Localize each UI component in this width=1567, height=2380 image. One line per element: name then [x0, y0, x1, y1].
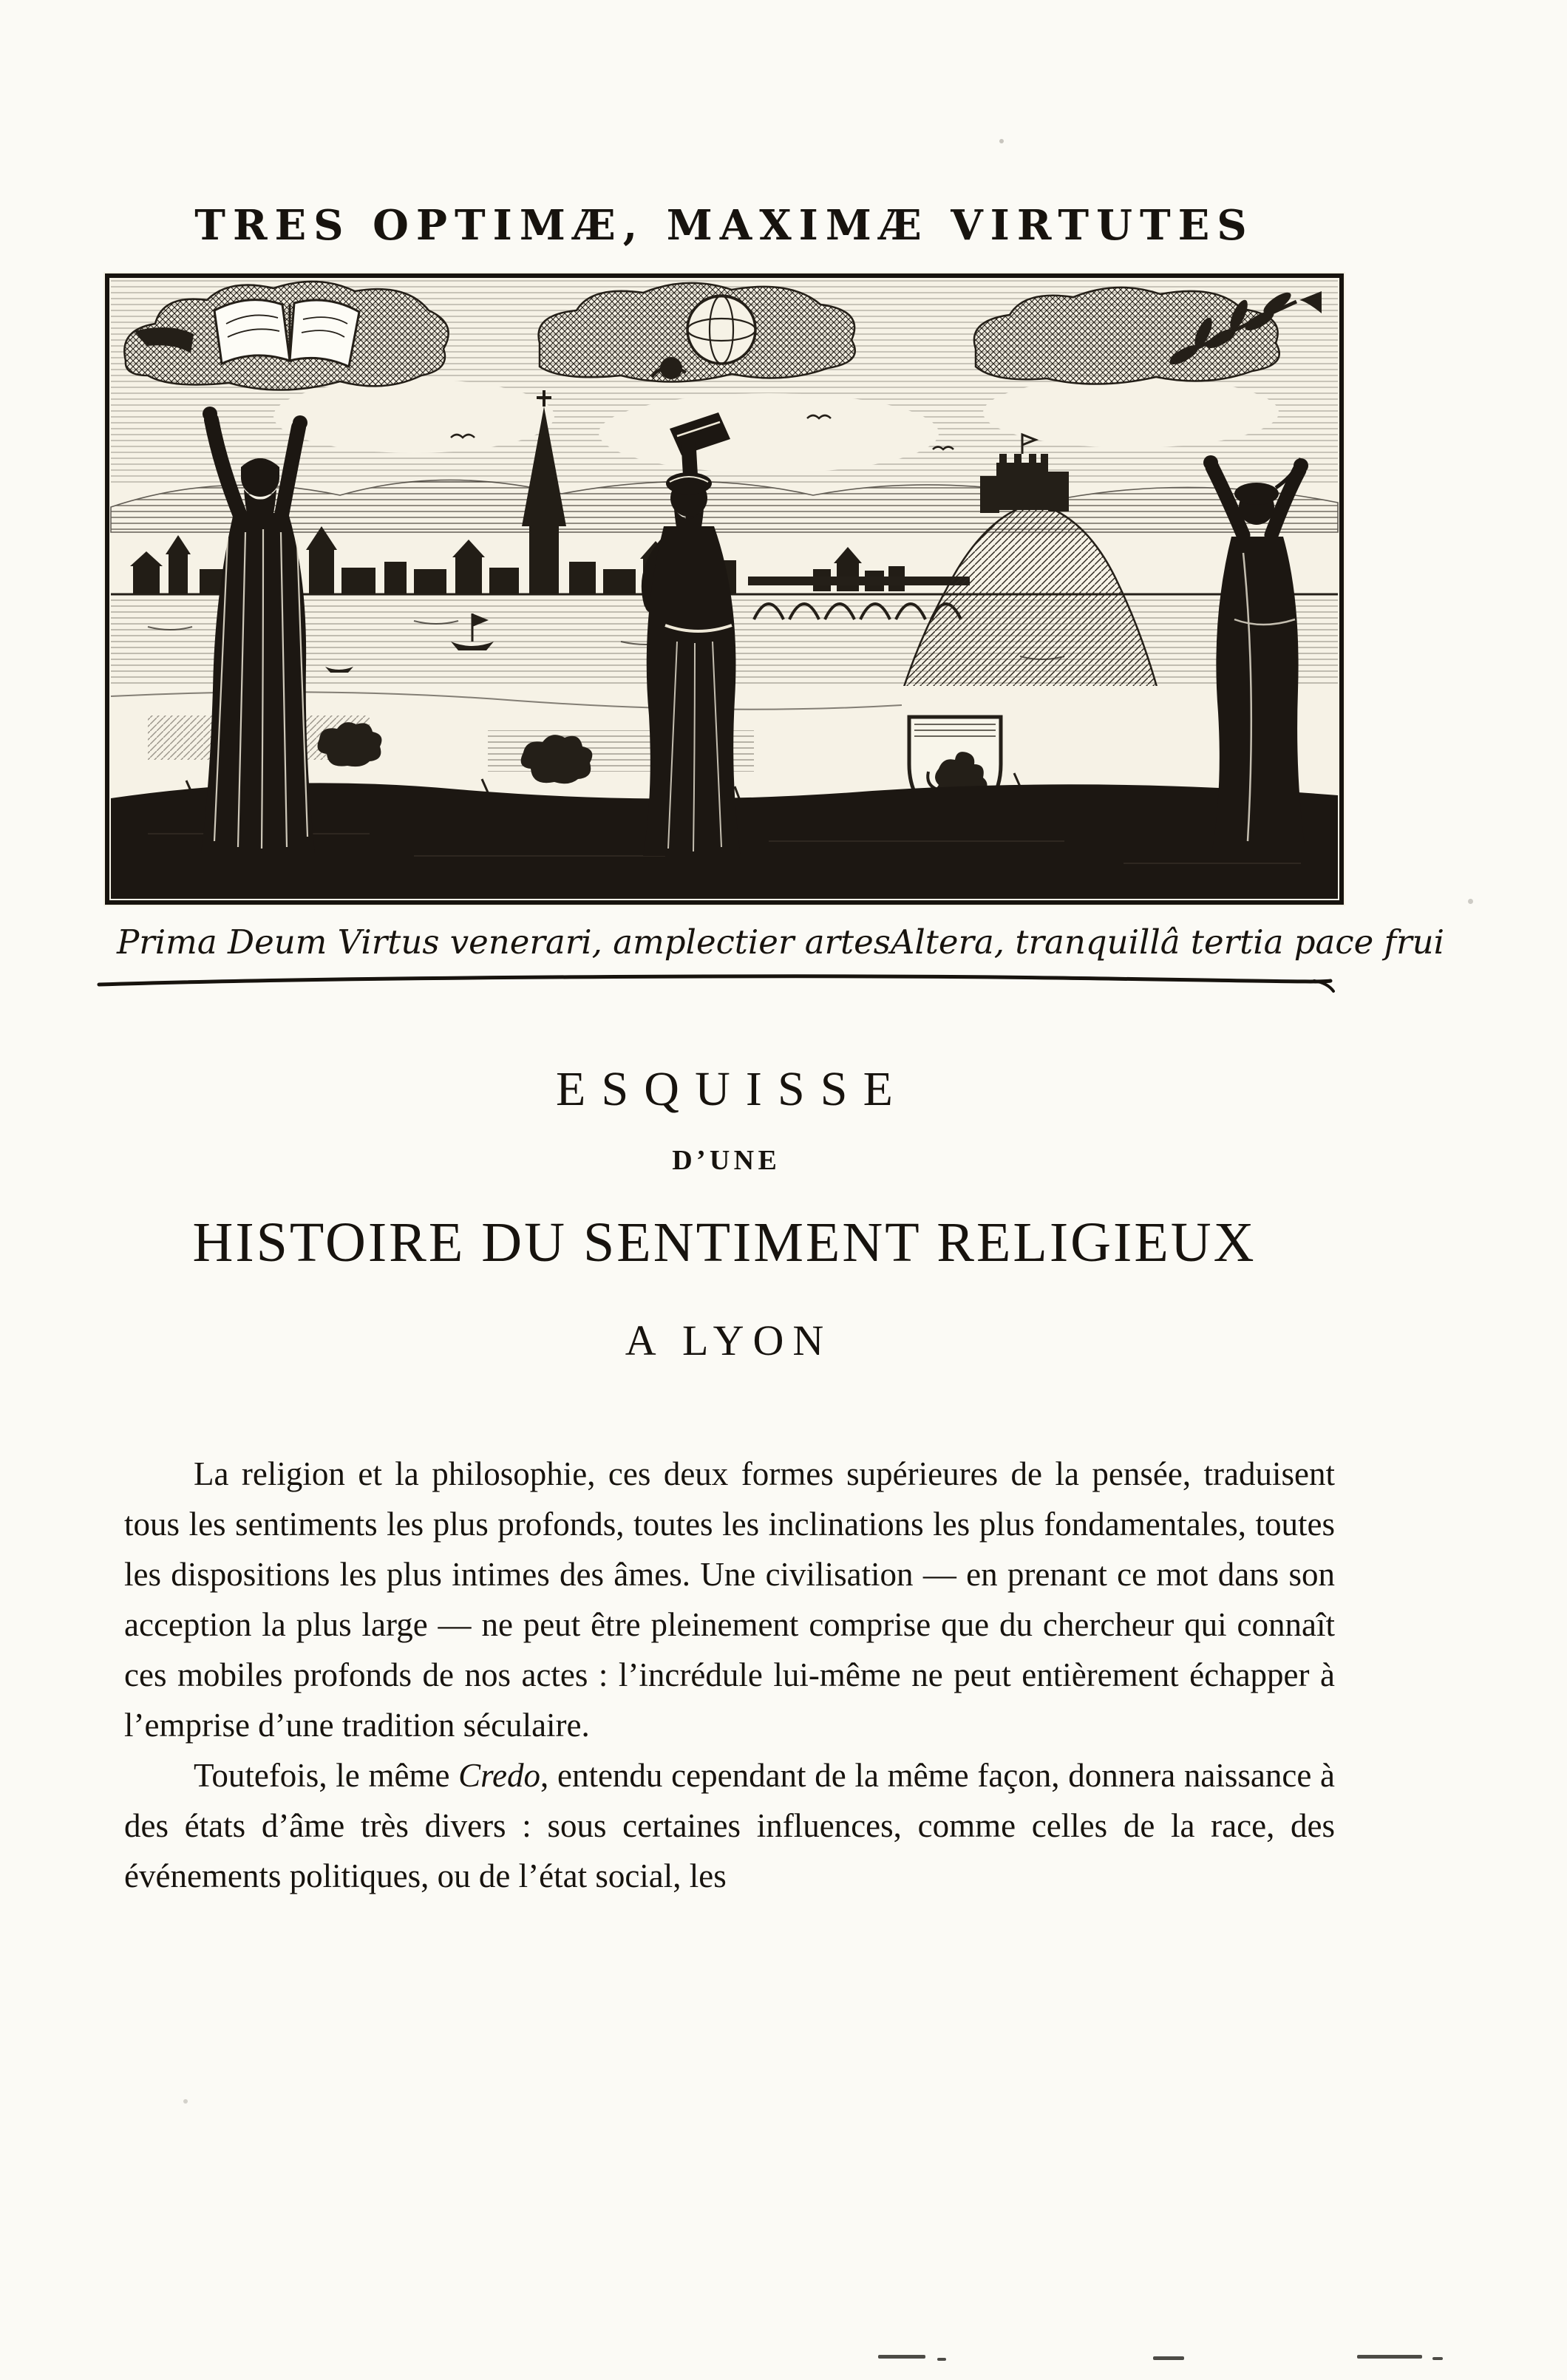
scan-speck — [999, 139, 1004, 143]
robe — [1212, 537, 1305, 850]
scan-artifact-dash — [1153, 2356, 1184, 2360]
distant-hills — [111, 480, 1338, 532]
paragraph-2 — [124, 1750, 1335, 1901]
title-subtitle: A LYON — [625, 1316, 833, 1364]
caption-right: Altera, tranquillâ tertia pace frui — [890, 922, 1445, 962]
title-kicker: ESQUISSE — [556, 1062, 909, 1116]
page-title: HISTOIRE DU SENTIMENT RELIGIEUX — [192, 1211, 1257, 1274]
paragraph-2-italic-credo: Credo — [458, 1757, 541, 1794]
turban — [1234, 483, 1279, 505]
title-connector: D’UNE — [672, 1145, 781, 1176]
paragraph-2-start: Toutefois, le même — [194, 1757, 459, 1794]
scan-artifact-dash — [937, 2358, 946, 2361]
robe — [643, 526, 741, 856]
paragraph-1: La religion et la philosophie, ces deux formes supérieures de la pensée, traduisent tous les sentiments les plus profonds, toutes les inclinations les plus fondamentales, toutes les dispositions les plus intimes des âmes. Une civilisation — en prenant ce mot dans son acception la plus large — ne peut être pleinement comprise que du chercheur qui connaît ces mobiles profonds de nos actes : l’incrédule lui-même ne peut entièrement échapper à l’emprise d’une tradition séculaire. — [124, 1455, 1335, 1744]
body-text — [124, 1449, 1335, 1901]
scan-artifact-dash — [1432, 2357, 1443, 2360]
scan-speck — [1468, 899, 1473, 904]
frontispiece-engraving — [103, 272, 1345, 906]
rule-line — [95, 971, 1354, 993]
caption-left: Prima Deum Virtus venerari, amplectier artes — [117, 922, 891, 962]
engraving-caption — [103, 922, 1445, 962]
caption-rule — [95, 971, 1354, 993]
cathedral-tower — [529, 523, 559, 594]
scan-artifact-dash — [878, 2355, 925, 2359]
engraving-illustration — [103, 272, 1345, 906]
latin-motto: TRES OPTIMÆ, MAXIMÆ VIRTUTES — [194, 201, 1254, 250]
scan-artifact-dash — [1357, 2355, 1422, 2359]
turban — [666, 472, 712, 494]
paragraph-2-end: , entendu cependant de la même façon, donnera naissance à des états d’âme très divers : sous certaines influences, comme celles de la race, des événements politiques, ou de l’état social, les — [124, 1757, 1336, 1894]
scan-speck — [183, 2099, 188, 2104]
